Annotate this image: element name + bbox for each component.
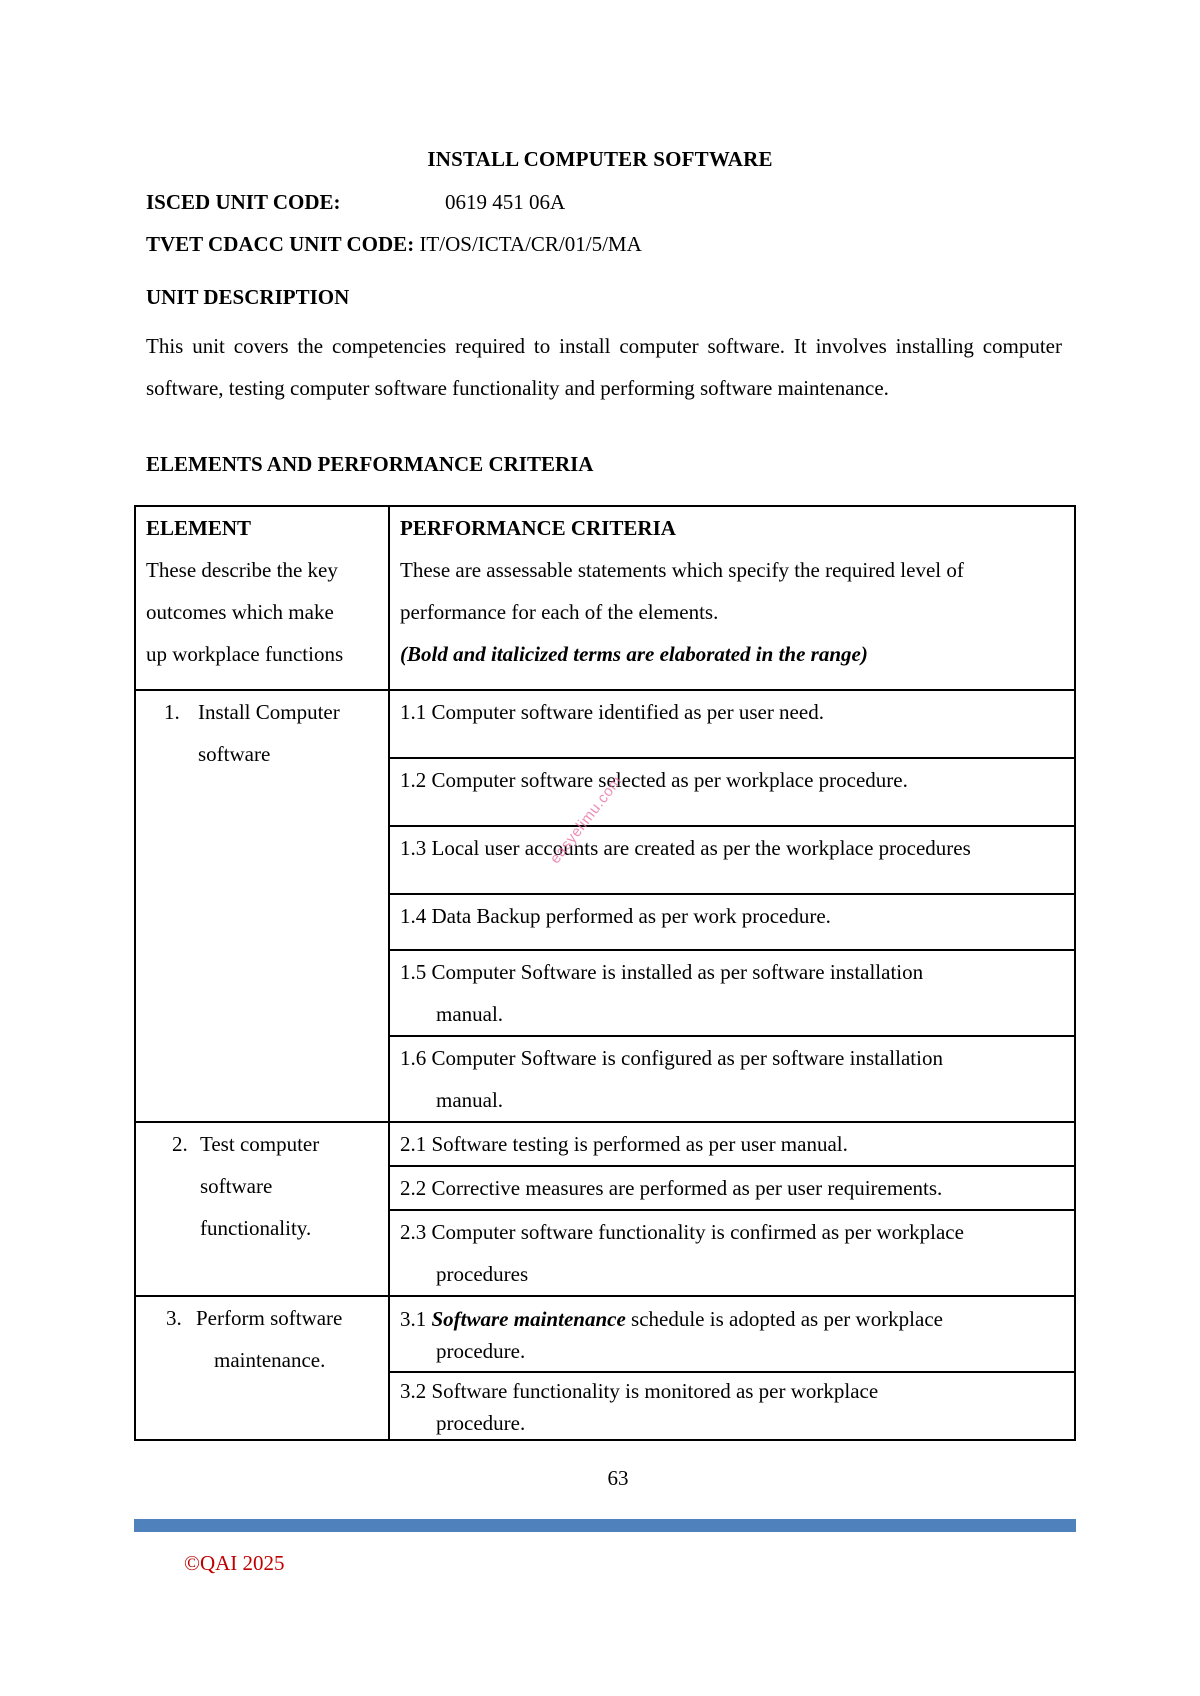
criteria-text: 1.4 Data Backup performed as per work procedure. xyxy=(400,904,831,928)
element-header-cell xyxy=(135,506,389,690)
criteria-text: 1.5 Computer Software is installed as per software installation xyxy=(400,960,924,984)
criteria-cell xyxy=(389,690,1075,758)
criteria-rest: schedule is adopted as per workplace xyxy=(625,1307,943,1331)
element-text: software xyxy=(198,742,271,766)
criteria-text: 1.6 Computer Software is configured as per software installation xyxy=(400,1046,943,1070)
isced-label: ISCED UNIT CODE: xyxy=(146,190,341,214)
element-text: software xyxy=(200,1174,273,1198)
watermark: easyelimu.com xyxy=(546,772,626,867)
criteria-cell xyxy=(389,758,1075,826)
criteria-rest: Software functionality is monitored as per workplace xyxy=(431,1379,879,1403)
tvet-label: TVET CDACC UNIT CODE: xyxy=(146,232,415,256)
criteria-cell xyxy=(389,1210,1075,1296)
element-number: 1. xyxy=(164,700,180,724)
element-header-desc: outcomes which make xyxy=(146,600,334,624)
element-number: 3. xyxy=(166,1306,182,1330)
tvet-unit-code-row xyxy=(146,232,642,257)
isced-value: 0619 451 06A xyxy=(445,190,566,214)
unit-description-heading: UNIT DESCRIPTION xyxy=(146,285,350,309)
criteria-text: 1.2 Computer software selected as per workplace procedure. xyxy=(400,768,908,792)
criteria-header-cell xyxy=(389,506,1075,690)
criteria-text xyxy=(400,1375,1064,1407)
element-number: 2. xyxy=(172,1132,188,1156)
criteria-cell xyxy=(389,1036,1075,1122)
element-text: Test computer xyxy=(200,1132,320,1156)
element-item xyxy=(146,691,378,775)
criteria-text: procedures xyxy=(436,1262,529,1286)
table-row xyxy=(135,1122,1075,1166)
criteria-text: 2.2 Corrective measures are performed as per user requirements. xyxy=(400,1176,943,1200)
criteria-header-note: (Bold and italicized terms are elaborated in the range) xyxy=(400,642,868,666)
criteria-text: 2.1 Software testing is performed as per user manual. xyxy=(400,1132,848,1156)
criteria-text: manual. xyxy=(436,1088,504,1112)
document-title: INSTALL COMPUTER SOFTWARE xyxy=(427,147,773,171)
criteria-emphasis: Software maintenance xyxy=(431,1307,626,1331)
criteria-cell xyxy=(389,826,1075,894)
criteria-cell xyxy=(389,950,1075,1036)
element-header-title: ELEMENT xyxy=(146,516,252,540)
criteria-cell xyxy=(389,1296,1075,1372)
criteria-header-desc: These are assessable statements which specify the required level of xyxy=(400,558,964,582)
criteria-prefix: 3.2 xyxy=(400,1379,432,1403)
element-item xyxy=(146,1297,378,1381)
element-cell-1 xyxy=(135,690,389,1122)
criteria-text: manual. xyxy=(436,1002,504,1026)
element-item xyxy=(146,1123,378,1249)
criteria-text: 1.3 Local user accounts are created as per the workplace procedures xyxy=(400,836,971,860)
element-text: Perform software xyxy=(196,1306,343,1330)
criteria-cell xyxy=(389,894,1075,950)
criteria-text: procedure. xyxy=(436,1339,526,1363)
table-header-row xyxy=(135,506,1075,690)
criteria-text: 1.1 Computer software identified as per user need. xyxy=(400,700,824,724)
criteria-cell xyxy=(389,1372,1075,1440)
elements-criteria-table xyxy=(134,505,1076,1441)
criteria-prefix: 3.1 xyxy=(400,1307,432,1331)
elements-heading: ELEMENTS AND PERFORMANCE CRITERIA xyxy=(146,452,594,476)
element-text: functionality. xyxy=(200,1216,312,1240)
table-row xyxy=(135,690,1075,758)
tvet-value: IT/OS/ICTA/CR/01/5/MA xyxy=(419,232,642,256)
element-header-desc: up workplace functions xyxy=(146,642,344,666)
element-text: Install Computer xyxy=(198,700,340,724)
element-header-desc: These describe the key xyxy=(146,558,338,582)
criteria-text xyxy=(400,1303,1064,1335)
element-cell-2 xyxy=(135,1122,389,1296)
page-number: 63 xyxy=(607,1466,629,1490)
element-text: maintenance. xyxy=(214,1348,326,1372)
criteria-header-desc: performance for each of the elements. xyxy=(400,600,719,624)
criteria-text: 2.3 Computer software functionality is confirmed as per workplace xyxy=(400,1220,964,1244)
footer-bar xyxy=(134,1519,1076,1532)
table-row xyxy=(135,1296,1075,1372)
criteria-text: procedure. xyxy=(436,1411,526,1435)
isced-unit-code-row xyxy=(146,190,566,215)
unit-description-text: This unit covers the competencies required to install computer software. It involves installing computer software, testing computer software functionality and performing software maintenance. xyxy=(146,334,1062,400)
criteria-cell xyxy=(389,1166,1075,1210)
criteria-cell xyxy=(389,1122,1075,1166)
element-cell-3 xyxy=(135,1296,389,1440)
criteria-header-title: PERFORMANCE CRITERIA xyxy=(400,516,676,540)
copyright-text: ©QAI 2025 xyxy=(184,1551,285,1575)
